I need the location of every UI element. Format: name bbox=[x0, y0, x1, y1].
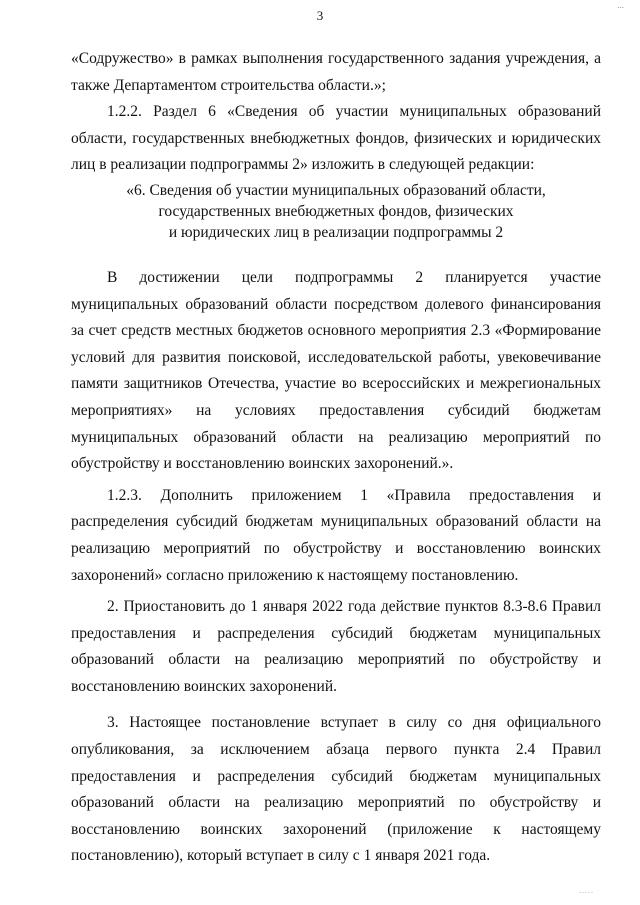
heading-line-1: «6. Сведения об участии муниципальных образований области, bbox=[126, 181, 546, 199]
paragraph-1-2-2: 1.2.2. Раздел 6 «Сведения об участии муниципальных образований области, государственных внебюджетных фондов, физических и юридических лиц в реализации подпрограммы 2» изложить в следующей редакции: bbox=[71, 103, 601, 174]
document-body bbox=[71, 46, 601, 870]
paragraph-3: 3. Настоящее постановление вступает в силу со дня официального опубликования, за исключением абзаца первого пункта 2.4 Правил предоставления и распределения субсидий бюджетам муниципальных образований области на реализацию мероприятий по обустройству и восстановлению воинских захоронений (приложение к настоящему постановлению), который вступает в силу с 1 января 2021 года. bbox=[71, 714, 601, 865]
paragraph-2: 2. Приостановить до 1 января 2022 года действие пунктов 8.3-8.6 Правил предоставления и распределения субсидий бюджетам муниципальных образований области на реализацию мероприятий по обустройству и восстановлению воинских захоронений. bbox=[71, 598, 601, 695]
footer-mark: ..... bbox=[579, 886, 594, 895]
heading-line-3: и юридических лиц в реализации подпрограммы 2 bbox=[168, 223, 504, 241]
paragraph-1-2-3: 1.2.3. Дополнить приложением 1 «Правила предоставления и распределения субсидий бюджетам муниципальных образований области на реализацию мероприятий по обустройству и восстановлению воинских захоронений» согласно приложению к настоящему постановлению. bbox=[71, 486, 601, 584]
paragraph-section-6-body: В достижении цели подпрограммы 2 планируется участие муниципальных образований области посредством долевого финансирования за счет средств местных бюджетов основного мероприятия 2.3 «Формирование условий для развития поисковой, исследовательской работы, увековечивание памяти защитников Отечества, участие во всероссийских и межрегиональных мероприятиях» на условиях предоставления субсидий бюджетам муниципальных образований области на реализацию мероприятий по обустройству и восстановлению воинских захоронений.». bbox=[71, 268, 601, 473]
heading-line-2: государственных внебюджетных фондов, физических bbox=[158, 202, 514, 220]
corner-mark: ... bbox=[617, 0, 624, 10]
paragraph-continuation: «Содружество» в рамках выполнения государственного задания учреждения, а также Департаментом строительства области.»; bbox=[71, 50, 601, 94]
section-heading bbox=[71, 180, 601, 243]
page-number: 3 bbox=[316, 8, 324, 23]
